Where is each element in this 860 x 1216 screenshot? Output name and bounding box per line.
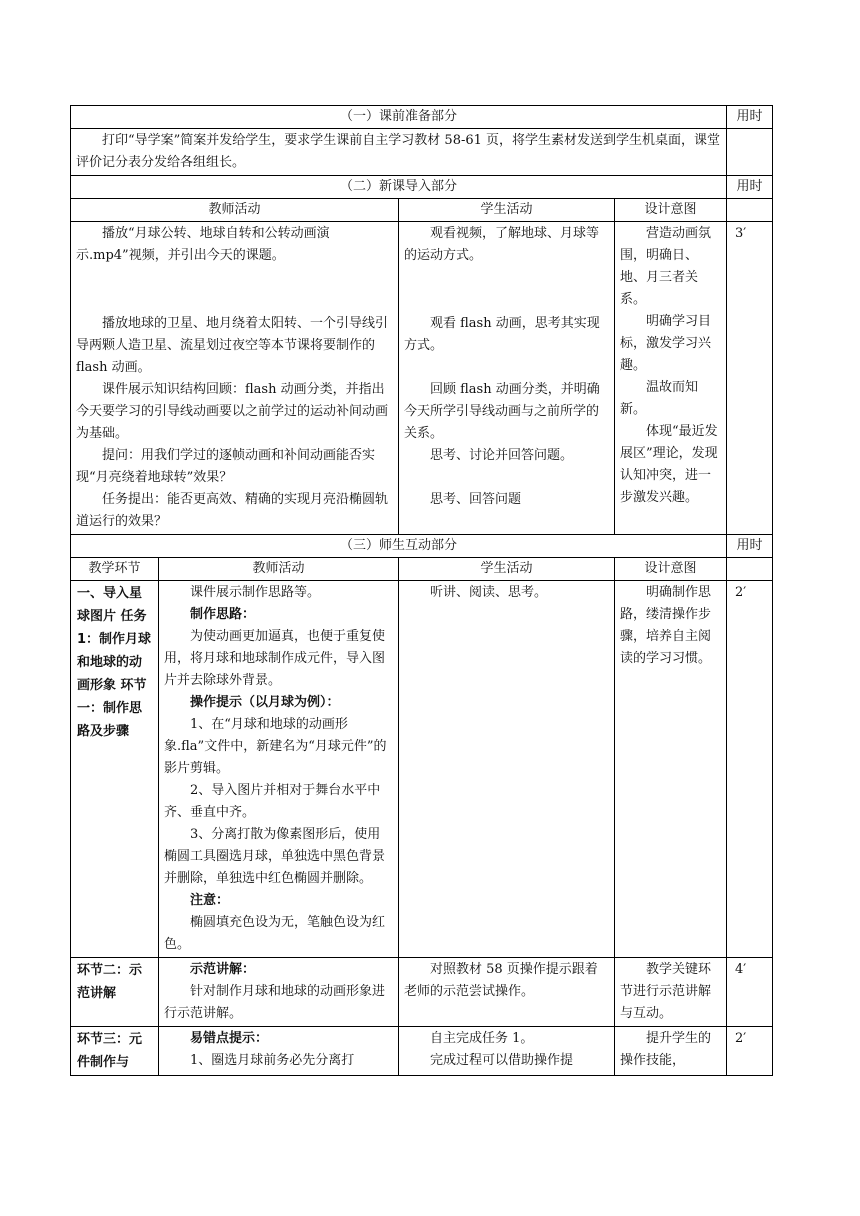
lesson-plan-table bbox=[70, 105, 773, 1076]
teacher-activity-5: 任务提出：能否更高效、精确的实现月亮沿椭圆轨道运行的效果？ bbox=[76, 492, 389, 529]
design-intent-3: 温故而知新。 bbox=[620, 380, 699, 417]
row1-step3: 3、分离打散为像素图形后，使用椭圆工具圈选月球，单独选中黑色背景并删除，单独选中红色椭圆并删除。 bbox=[164, 827, 386, 886]
design-intent-4: 体现“最近发展区”理论，发现认知冲突，进一步激发兴趣。 bbox=[620, 424, 718, 505]
row3-design: 提升学生的操作技能， bbox=[620, 1031, 712, 1068]
section1-content: 打印“导学案”简案并发给学生，要求学生课前自主学习教材 58-61 页，将学生素材发送到学生机桌面，课堂评价记分表分发给各组组长。 bbox=[76, 133, 721, 170]
student-activity-3: 回顾 flash 动画分类，并明确今天所学引导线动画与之前所学的关系。 bbox=[404, 382, 600, 441]
row1-step1: 1、在“月球和地球的动画形象.fla”文件中，新建名为“月球元件”的影片剪辑。 bbox=[164, 717, 387, 776]
section3-stage-header: 教学环节 bbox=[71, 558, 159, 581]
section3-time-header: 用时 bbox=[727, 535, 773, 558]
student-activity-1: 观看视频，了解地球、月球等的运动方式。 bbox=[404, 226, 600, 263]
row1-tips-title: 操作提示（以月球为例）： bbox=[190, 695, 340, 710]
row1-note: 椭圆填充色设为无，笔触色设为红色。 bbox=[164, 915, 386, 952]
row2-teacher-title: 示范讲解： bbox=[190, 962, 256, 977]
row1-time: 2′ bbox=[727, 581, 773, 958]
section2-student-cell bbox=[399, 222, 615, 535]
section3-student-header: 学生活动 bbox=[399, 558, 615, 581]
section3-title: （三）师生互动部分 bbox=[71, 535, 727, 558]
lesson-plan-page bbox=[70, 105, 772, 1076]
row1-idea: 为使动画更加逼真，也便于重复使用，将月球和地球制作成元件，导入图片并去除球外背景。 bbox=[164, 629, 386, 688]
row2-time: 4′ bbox=[727, 958, 773, 1027]
row1-teacher-cell bbox=[159, 581, 399, 958]
row1-student: 听讲、阅读、思考。 bbox=[430, 585, 548, 600]
teacher-activity-3: 课件展示知识结构回顾：flash 动画分类，并指出今天要学习的引导线动画要以之前学过的运动补间动画为基础。 bbox=[76, 382, 389, 441]
section3-teacher-header: 教师活动 bbox=[159, 558, 399, 581]
student-activity-4: 思考、讨论并回答问题。 bbox=[430, 448, 574, 463]
row3-student-2: 完成过程可以借助操作提 bbox=[430, 1053, 574, 1068]
section2-teacher-cell bbox=[71, 222, 399, 535]
row1-note-title: 注意： bbox=[190, 893, 230, 908]
stage-2: 环节二：示范讲解 bbox=[71, 958, 159, 1027]
teacher-activity-4: 提问：用我们学过的逐帧动画和补间动画能否实现“月亮绕着地球转”效果？ bbox=[76, 448, 376, 485]
row2-teacher: 针对制作月球和地球的动画形象进行示范讲解。 bbox=[164, 984, 386, 1021]
student-activity-2: 观看 flash 动画，思考其实现方式。 bbox=[404, 316, 600, 353]
section1-time-header: 用时 bbox=[727, 106, 773, 129]
section1-title: （一）课前准备部分 bbox=[71, 106, 727, 129]
section2-teacher-header: 教师活动 bbox=[71, 199, 399, 222]
design-intent-1: 营造动画氛围，明确日、地、月三者关系。 bbox=[620, 226, 712, 307]
section2-title: （二）新课导入部分 bbox=[71, 176, 727, 199]
section2-time-header: 用时 bbox=[727, 176, 773, 199]
row2-design: 教学关键环节进行示范讲解与互动。 bbox=[620, 962, 712, 1021]
teacher-activity-1: 播放“月球公转、地球自转和公转动画演示.mp4”视频，并引出今天的课题。 bbox=[76, 226, 330, 263]
design-intent-2: 明确学习目标，激发学习兴趣。 bbox=[620, 314, 712, 373]
section2-time: 3′ bbox=[727, 222, 773, 535]
section2-design-header: 设计意图 bbox=[615, 199, 727, 222]
student-activity-5: 思考、回答问题 bbox=[430, 492, 522, 507]
row3-time: 2′ bbox=[727, 1027, 773, 1076]
row1-design: 明确制作思路，缕清操作步骤，培养自主阅读的学习习惯。 bbox=[620, 585, 712, 666]
stage-3: 环节三：元件制作与 bbox=[71, 1027, 159, 1076]
row1-idea-title: 制作思路： bbox=[190, 607, 256, 622]
row2-student: 对照教材 58 页操作提示跟着老师的示范尝试操作。 bbox=[404, 962, 598, 999]
row3-teacher: 1、圈选月球前务必先分离打 bbox=[190, 1053, 355, 1068]
section2-student-header: 学生活动 bbox=[399, 199, 615, 222]
section2-design-cell bbox=[615, 222, 727, 535]
row1-intro: 课件展示制作思路等。 bbox=[190, 585, 321, 600]
teacher-activity-2: 播放地球的卫星、地月绕着太阳转、一个引导线引导两颗人造卫星、流星划过夜空等本节课将要制作的 flash 动画。 bbox=[76, 316, 389, 375]
row3-teacher-title: 易错点提示： bbox=[190, 1031, 269, 1046]
row3-student-1: 自主完成任务 1。 bbox=[430, 1031, 534, 1046]
row1-step2: 2、导入图片并相对于舞台水平中齐、垂直中齐。 bbox=[164, 783, 381, 820]
stage-1: 一、导入星球图片 任务 1：制作月球和地球的动画形象 环节一：制作思路及步骤 bbox=[71, 581, 159, 958]
section3-design-header: 设计意图 bbox=[615, 558, 727, 581]
